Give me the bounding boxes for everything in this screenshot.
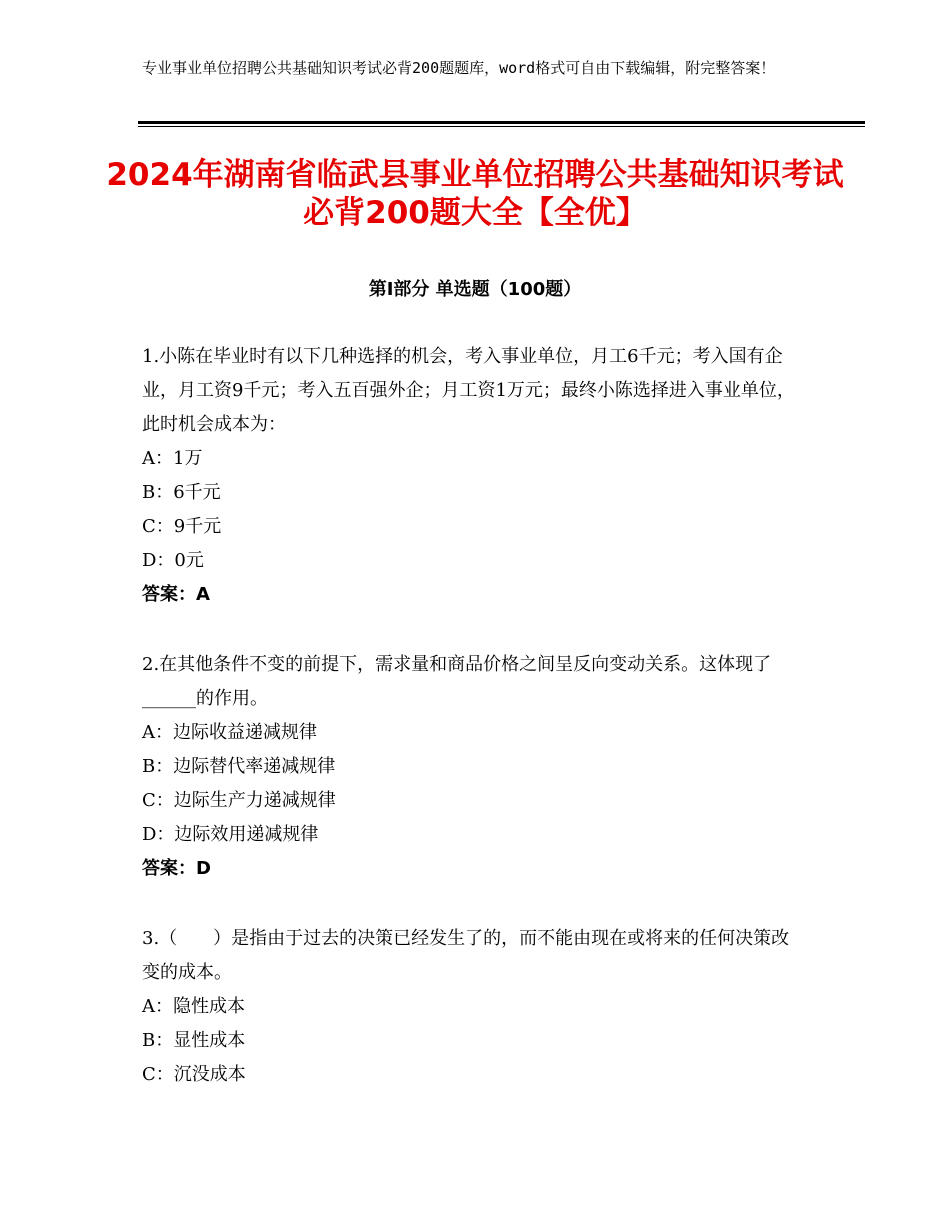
option-c: C：9千元	[142, 516, 222, 537]
option-a: A：边际收益递减规律	[142, 722, 317, 743]
header-divider-thin	[138, 126, 865, 127]
question-stem: 3.（ ）是指由于过去的决策已经发生了的，而不能由现在或将来的任何决策改变的成本。	[142, 928, 790, 983]
question-3	[142, 922, 802, 1092]
option-c: C：边际生产力递减规律	[142, 790, 336, 811]
header-divider-thick	[138, 121, 865, 124]
section-heading: 第Ⅰ部分 单选题（100题）	[368, 279, 582, 300]
option-c: C：沉没成本	[142, 1064, 246, 1085]
option-d: D：边际效用递减规律	[142, 824, 319, 845]
question-stem: 2.在其他条件不变的前提下，需求量和商品价格之间呈反向变动关系。这体现了______的作用。	[142, 654, 772, 709]
answer-key: 答案：A	[142, 584, 210, 605]
option-b: B：显性成本	[142, 1030, 246, 1051]
header-note: 专业事业单位招聘公共基础知识考试必背200题题库，word格式可自由下载编辑，附完整答案！	[142, 59, 776, 77]
option-b: B：6千元	[142, 482, 221, 503]
answer-key: 答案：D	[142, 858, 211, 879]
question-1	[142, 340, 802, 612]
document-title: 2024年湖南省临武县事业单位招聘公共基础知识考试必背200题大全【全优】	[106, 157, 844, 231]
option-a: A：隐性成本	[142, 996, 245, 1017]
option-d: D：0元	[142, 550, 204, 571]
option-b: B：边际替代率递减规律	[142, 756, 336, 777]
question-2	[142, 648, 802, 886]
option-a: A：1万	[142, 448, 203, 469]
question-stem: 1.小陈在毕业时有以下几种选择的机会，考入事业单位，月工6千元；考入国有企业，月工资9千元；考入五百强外企；月工资1万元；最终小陈选择进入事业单位，此时机会成本为：	[142, 346, 795, 435]
